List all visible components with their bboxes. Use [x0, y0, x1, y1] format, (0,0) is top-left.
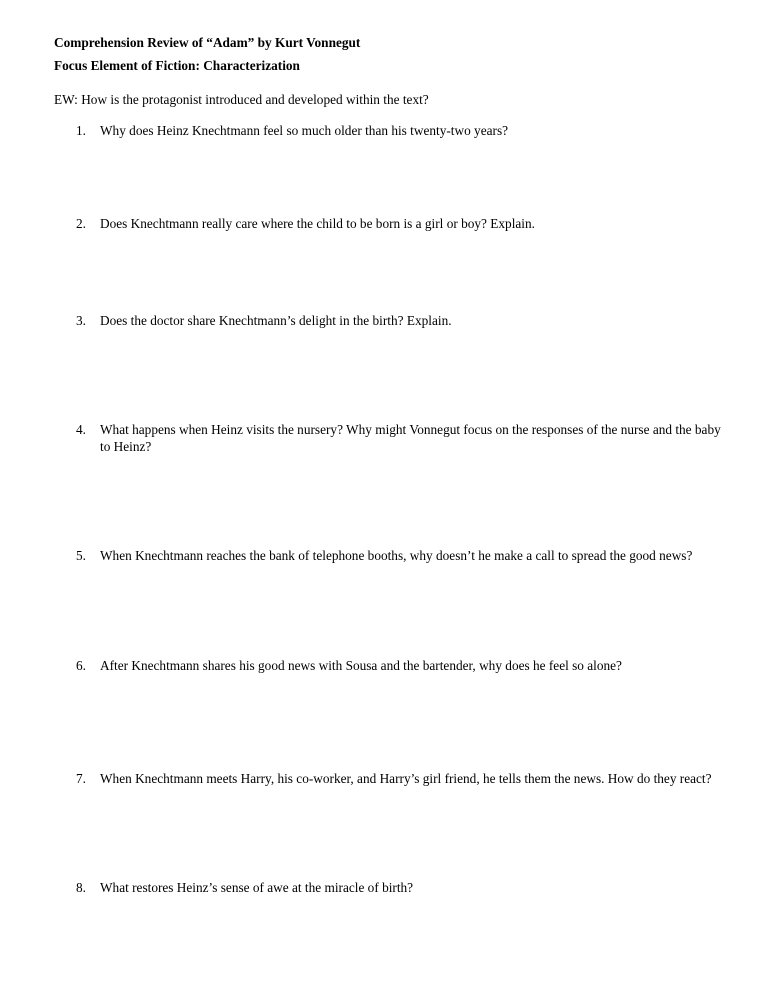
question-item: [76, 770, 726, 787]
question-number: 6.: [76, 658, 86, 673]
question-item: [76, 215, 726, 232]
question-item: [76, 657, 726, 674]
question-item: [76, 421, 726, 455]
question-item: [76, 879, 726, 896]
document-title: Comprehension Review of “Adam” by Kurt Vonnegut: [54, 35, 361, 50]
question-text: Does the doctor share Knechtmann’s delight in the birth? Explain.: [100, 313, 452, 328]
question-text: After Knechtmann shares his good news with Sousa and the bartender, why does he feel so alone?: [100, 658, 622, 673]
question-text: What restores Heinz’s sense of awe at the miracle of birth?: [100, 880, 414, 895]
question-number: 4.: [76, 422, 86, 437]
document-subtitle: Focus Element of Fiction: Characterization: [54, 58, 300, 73]
question-number: 5.: [76, 548, 86, 563]
question-text: What happens when Heinz visits the nursery? Why might Vonnegut focus on the responses of the nurse and the baby to Heinz?: [100, 422, 721, 454]
essential-question: EW: How is the protagonist introduced and developed within the text?: [54, 92, 429, 107]
question-text: When Knechtmann reaches the bank of telephone booths, why doesn’t he make a call to spread the good news?: [100, 548, 693, 563]
question-number: 8.: [76, 880, 86, 895]
question-number: 7.: [76, 771, 86, 786]
question-item: [76, 312, 726, 329]
question-text: Does Knechtmann really care where the child to be born is a girl or boy? Explain.: [100, 216, 535, 231]
question-item: [76, 547, 726, 564]
question-item: [76, 122, 726, 139]
question-number: 1.: [76, 123, 86, 138]
question-number: 3.: [76, 313, 86, 328]
question-text: Why does Heinz Knechtmann feel so much older than his twenty-two years?: [100, 123, 509, 138]
question-number: 2.: [76, 216, 86, 231]
question-text: When Knechtmann meets Harry, his co-worker, and Harry’s girl friend, he tells them the news. How do they react?: [100, 771, 712, 786]
